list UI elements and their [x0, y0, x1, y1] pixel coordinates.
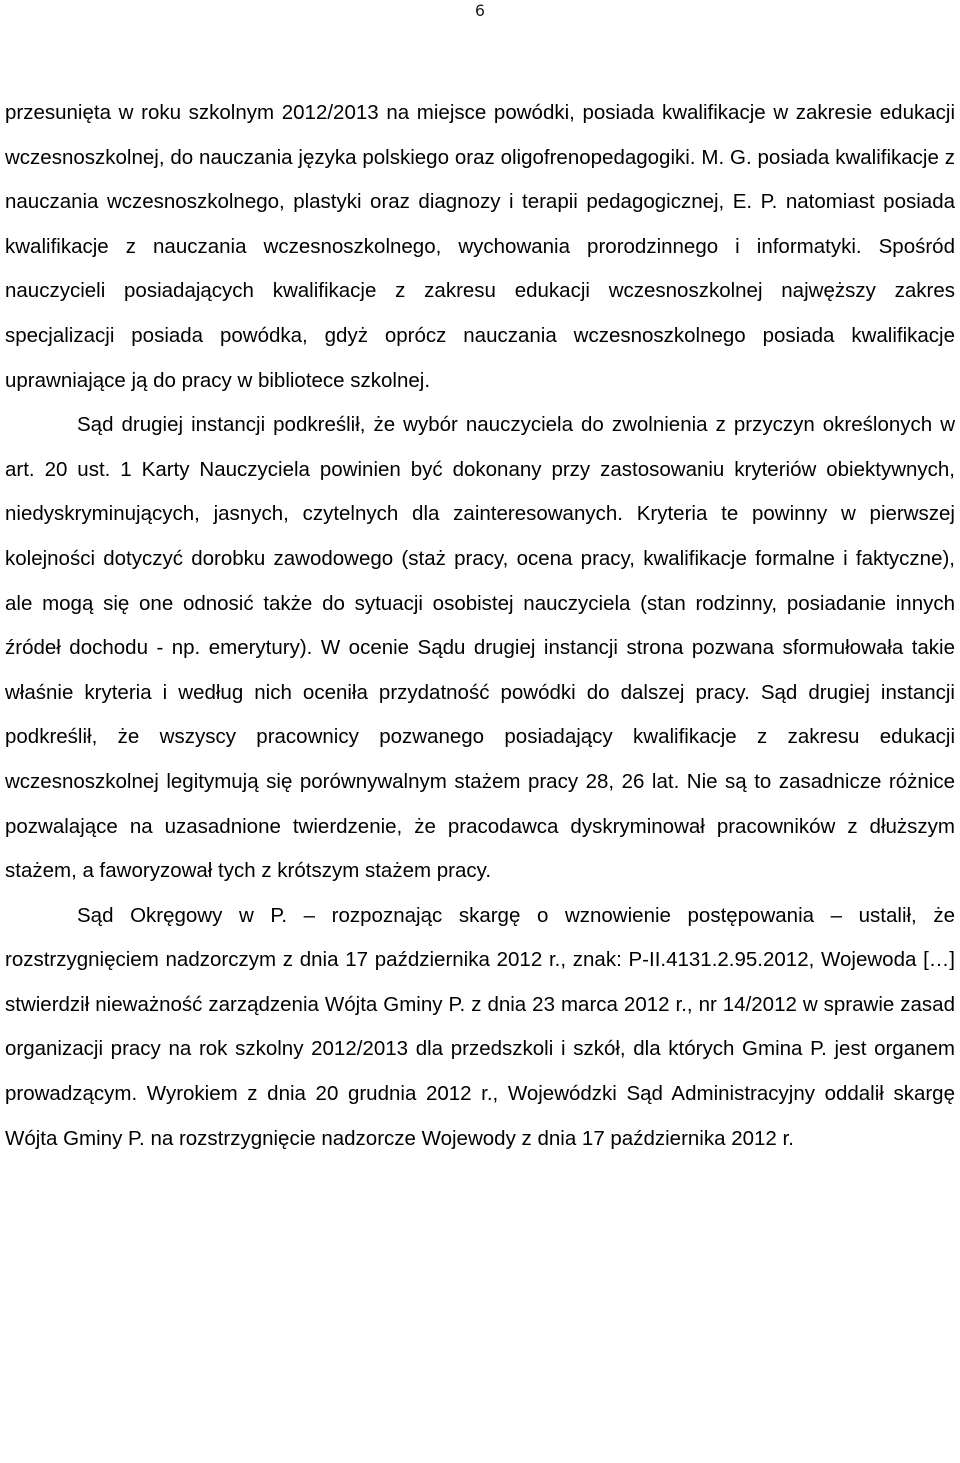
document-body [5, 91, 955, 1161]
paragraph-1: przesunięta w roku szkolnym 2012/2013 na miejsce powódki, posiada kwalifikacje w zakresie edukacji wczesnoszkolnej, do nauczania języka polskiego oraz oligofrenopedagogiki. M. G. posiada kwalifikacje z nauczania wczesnoszkolnego, plastyki oraz diagnozy i terapii pedagogicznej, E. P. natomiast posiada kwalifikacje z nauczania wczesnoszkolnego, wychowania prorodzinnego i informatyki. Spośród nauczycieli posiadających kwalifikacje z zakresu edukacji wczesnoszkolnej najwęższy zakres specjalizacji posiada powódka, gdyż oprócz nauczania wczesnoszkolnego posiada kwalifikacje uprawniające ją do pracy w bibliotece szkolnej. [5, 101, 955, 392]
paragraph-3: Sąd Okręgowy w P. – rozpoznając skargę o wznowienie postępowania – ustalił, że rozstrzygnięciem nadzorczym z dnia 17 października 2012 r., znak: P-II.4131.2.95.2012, Wojewoda […] stwierdził nieważność zarządzenia Wójta Gminy P. z dnia 23 marca 2012 r., nr 14/2012 w sprawie zasad organizacji pracy na rok szkolny 2012/2013 dla przedszkoli i szkół, dla których Gmina P. jest organem prowadzącym. Wyrokiem z dnia 20 grudnia 2012 r., Wojewódzki Sąd Administracyjny oddalił skargę Wójta Gminy P. na rozstrzygnięcie nadzorcze Wojewody z dnia 17 października 2012 r. [5, 903, 955, 1150]
paragraph-2: Sąd drugiej instancji podkreślił, że wybór nauczyciela do zwolnienia z przyczyn określonych w art. 20 ust. 1 Karty Nauczyciela powinien być dokonany przy zastosowaniu kryteriów obiektywnych, niedyskryminujących, jasnych, czytelnych dla zainteresowanych. Kryteria te powinny w pierwszej kolejności dotyczyć dorobku zawodowego (staż pracy, ocena pracy, kwalifikacje formalne i faktyczne), ale mogą się one odnosić także do sytuacji osobistej nauczyciela (stan rodzinny, posiadanie innych źródeł dochodu - np. emerytury). W ocenie Sądu drugiej instancji strona pozwana sformułowała takie właśnie kryteria i według nich oceniła przydatność powódki do dalszej pracy. Sąd drugiej instancji podkreślił, że wszyscy pracownicy pozwanego posiadający kwalifikacje z zakresu edukacji wczesnoszkolnej legitymują się porównywalnym stażem pracy 28, 26 lat. Nie są to zasadnicze różnice pozwalające na uzasadnione twierdzenie, że pracodawca dyskryminował pracowników z dłuższym stażem, a faworyzował tych z krótszym stażem pracy. [5, 413, 955, 883]
page-number: 6 [474, 1, 486, 20]
